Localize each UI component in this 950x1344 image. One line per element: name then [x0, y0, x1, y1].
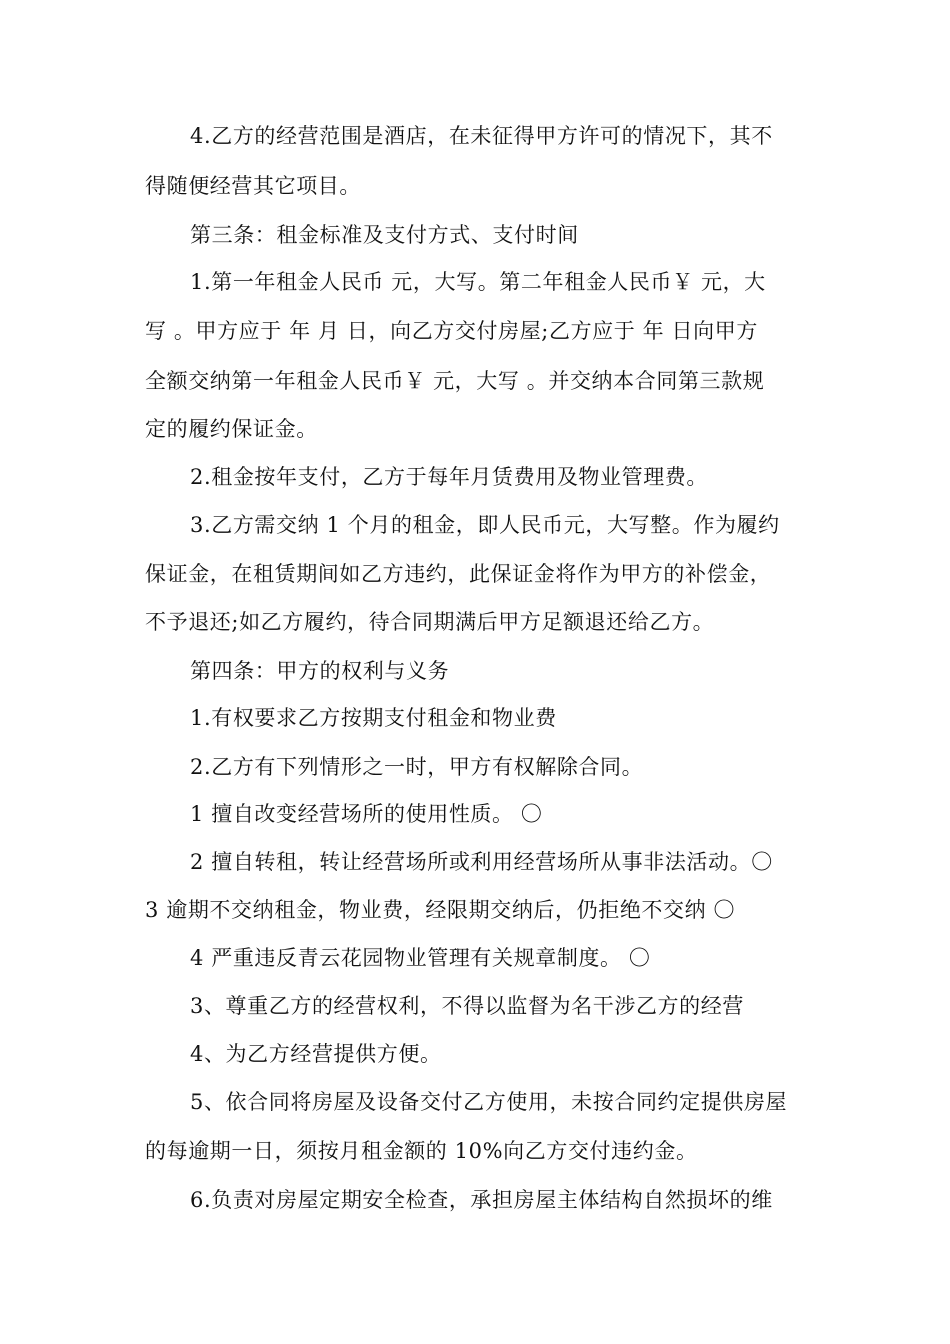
- text-line: 定的履约保证金。: [145, 417, 318, 441]
- text-line: 1.有权要求乙方按期支付租金和物业费: [190, 706, 557, 730]
- text-line: 3.乙方需交纳 1 个月的租金，即人民币元，大写整。作为履约: [190, 513, 780, 537]
- text-line: 4 严重违反青云花园物业管理有关规章制度。 〇: [190, 946, 651, 970]
- text-line: 得随便经营其它项目。: [145, 174, 361, 198]
- section-heading: 第三条：租金标准及支付方式、支付时间: [190, 223, 579, 247]
- section-heading: 第四条：甲方的权利与义务: [190, 659, 450, 683]
- text-line: 的每逾期一日，须按月租金额的 10%向乙方交付违约金。: [145, 1139, 698, 1163]
- text-line: 4.乙方的经营范围是酒店，在未征得甲方许可的情况下，其不: [190, 124, 773, 148]
- text-line: 1 擅自改变经营场所的使用性质。 〇: [190, 802, 543, 826]
- text-line: 写 。甲方应于 年 月 日，向乙方交付房屋;乙方应于 年 日向甲方: [145, 319, 758, 343]
- text-line: 4、为乙方经营提供方便。: [190, 1042, 442, 1066]
- text-line: 2.乙方有下列情形之一时，甲方有权解除合同。: [190, 755, 644, 779]
- text-line: 3、尊重乙方的经营权利，不得以监督为名干涉乙方的经营: [190, 994, 744, 1018]
- text-line: 1.第一年租金人民币 元，大写。第二年租金人民币￥ 元，大: [190, 270, 766, 294]
- text-line: 2 擅自转租，转让经营场所或利用经营场所从事非法活动。〇: [190, 850, 773, 874]
- text-line: 保证金，在租赁期间如乙方违约，此保证金将作为甲方的补偿金，: [145, 562, 772, 586]
- text-line: 不予退还;如乙方履约，待合同期满后甲方足额退还给乙方。: [145, 610, 715, 634]
- text-line: 全额交纳第一年租金人民币￥ 元，大写 。并交纳本合同第三款规: [145, 369, 765, 393]
- text-line: 3 逾期不交纳租金，物业费，经限期交纳后，仍拒绝不交纳 〇: [145, 898, 736, 922]
- text-line: 2.租金按年支付，乙方于每年月赁费用及物业管理费。: [190, 465, 709, 489]
- text-line: 5、依合同将房屋及设备交付乙方使用，未按合同约定提供房屋: [190, 1090, 788, 1114]
- text-line: 6.负责对房屋定期安全检查，承担房屋主体结构自然损坏的维: [190, 1188, 773, 1212]
